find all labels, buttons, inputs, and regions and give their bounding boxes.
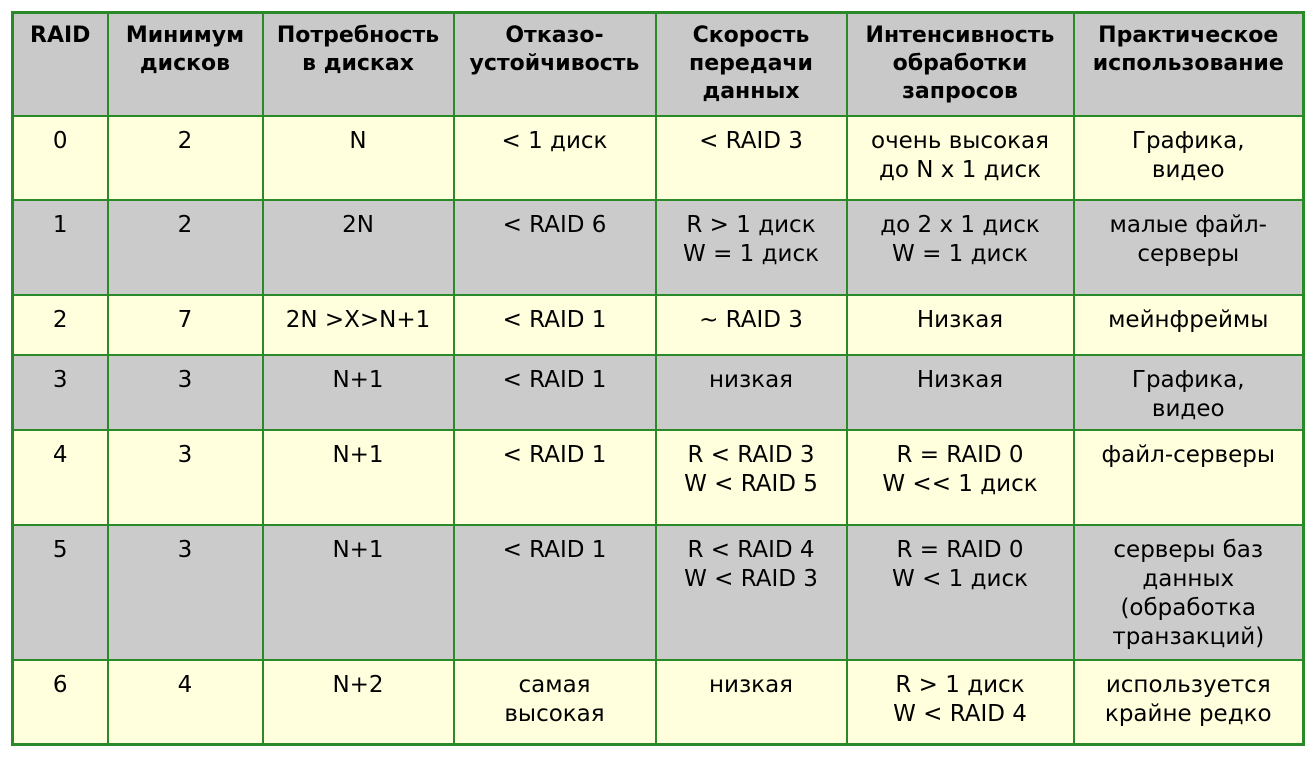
cell-fault-tolerance: < RAID 1 — [454, 355, 656, 430]
cell-request-intensity: очень высокая до N x 1 диск — [847, 116, 1074, 200]
cell-request-intensity: Низкая — [847, 355, 1074, 430]
cell-raid: 1 — [13, 200, 108, 295]
cell-min-disks: 2 — [108, 116, 263, 200]
cell-practical-use: малые файл- серверы — [1074, 200, 1304, 295]
cell-disk-requirement: 2N — [263, 200, 454, 295]
cell-practical-use: файл-серверы — [1074, 430, 1304, 525]
cell-transfer-speed: низкая — [656, 355, 847, 430]
header-raid: RAID — [13, 13, 108, 116]
table-row — [13, 200, 1304, 295]
cell-raid: 3 — [13, 355, 108, 430]
raid-comparison-table — [11, 11, 1305, 746]
cell-min-disks: 4 — [108, 660, 263, 745]
cell-transfer-speed: R < RAID 4 W < RAID 3 — [656, 525, 847, 660]
cell-raid: 6 — [13, 660, 108, 745]
cell-request-intensity: до 2 x 1 диск W = 1 диск — [847, 200, 1074, 295]
header-fault-tolerance: Отказо- устойчивость — [454, 13, 656, 116]
cell-disk-requirement: N+2 — [263, 660, 454, 745]
header-transfer-speed: Скорость передачи данных — [656, 13, 847, 116]
header-min-disks: Минимум дисков — [108, 13, 263, 116]
cell-practical-use: мейнфреймы — [1074, 295, 1304, 355]
cell-fault-tolerance: < RAID 1 — [454, 295, 656, 355]
cell-request-intensity: R > 1 диск W < RAID 4 — [847, 660, 1074, 745]
cell-practical-use: серверы баз данных (обработка транзакций) — [1074, 525, 1304, 660]
cell-min-disks: 3 — [108, 355, 263, 430]
cell-disk-requirement: 2N >X>N+1 — [263, 295, 454, 355]
cell-transfer-speed: < RAID 3 — [656, 116, 847, 200]
cell-raid: 0 — [13, 116, 108, 200]
header-request-intensity: Интенсивность обработки запросов — [847, 13, 1074, 116]
cell-disk-requirement: N+1 — [263, 430, 454, 525]
header-disk-requirement: Потребность в дисках — [263, 13, 454, 116]
cell-raid: 4 — [13, 430, 108, 525]
cell-fault-tolerance: < 1 диск — [454, 116, 656, 200]
table-row — [13, 430, 1304, 525]
cell-raid: 5 — [13, 525, 108, 660]
cell-practical-use: используется крайне редко — [1074, 660, 1304, 745]
cell-disk-requirement: N+1 — [263, 525, 454, 660]
cell-transfer-speed: R < RAID 3 W < RAID 5 — [656, 430, 847, 525]
cell-request-intensity: R = RAID 0 W < 1 диск — [847, 525, 1074, 660]
cell-fault-tolerance: < RAID 6 — [454, 200, 656, 295]
cell-fault-tolerance: < RAID 1 — [454, 430, 656, 525]
cell-transfer-speed: ~ RAID 3 — [656, 295, 847, 355]
cell-min-disks: 2 — [108, 200, 263, 295]
table-row — [13, 116, 1304, 200]
cell-disk-requirement: N — [263, 116, 454, 200]
cell-practical-use: Графика, видео — [1074, 355, 1304, 430]
cell-min-disks: 7 — [108, 295, 263, 355]
table-row — [13, 295, 1304, 355]
cell-raid: 2 — [13, 295, 108, 355]
table-row — [13, 660, 1304, 745]
cell-transfer-speed: R > 1 диск W = 1 диск — [656, 200, 847, 295]
table-row — [13, 525, 1304, 660]
cell-request-intensity: R = RAID 0 W << 1 диск — [847, 430, 1074, 525]
cell-fault-tolerance: < RAID 1 — [454, 525, 656, 660]
cell-transfer-speed: низкая — [656, 660, 847, 745]
cell-min-disks: 3 — [108, 430, 263, 525]
cell-request-intensity: Низкая — [847, 295, 1074, 355]
cell-practical-use: Графика, видео — [1074, 116, 1304, 200]
cell-fault-tolerance: самая высокая — [454, 660, 656, 745]
table-header-row — [13, 13, 1304, 116]
header-practical-use: Практическое использование — [1074, 13, 1304, 116]
cell-disk-requirement: N+1 — [263, 355, 454, 430]
table-row — [13, 355, 1304, 430]
cell-min-disks: 3 — [108, 525, 263, 660]
